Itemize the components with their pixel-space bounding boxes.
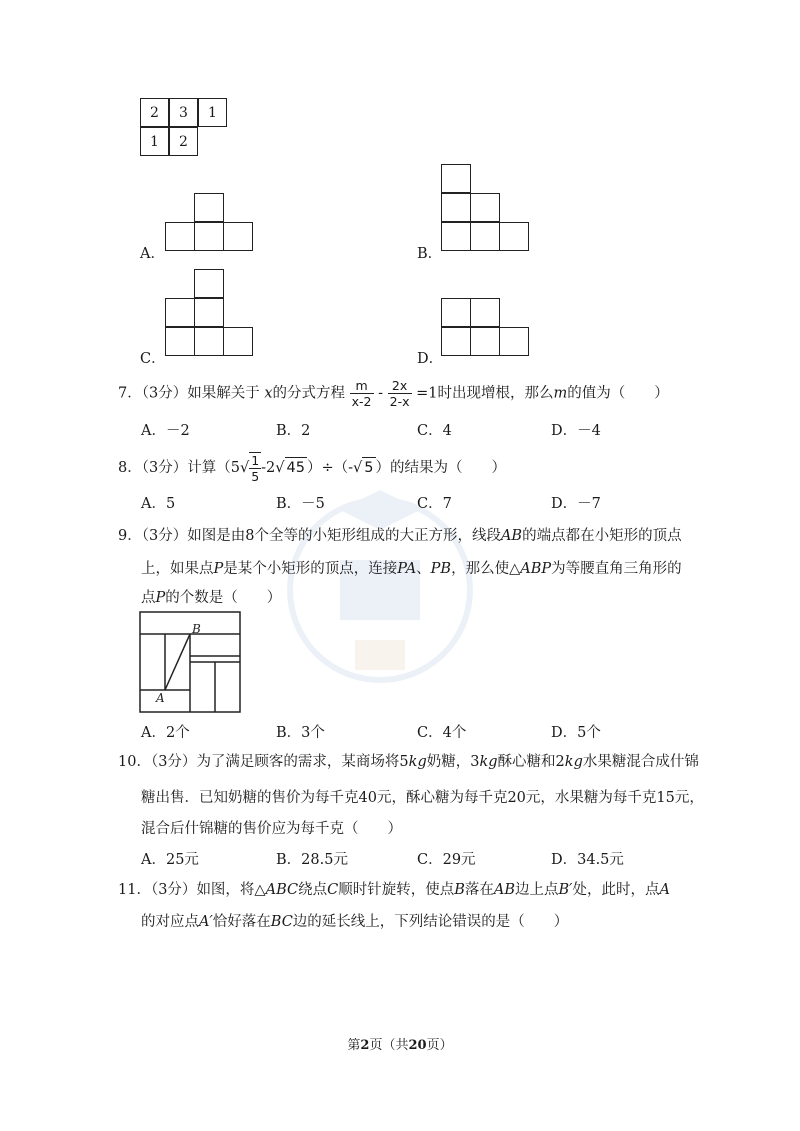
q7-option-c: C．4 [417,423,452,439]
point-a-label: A [156,691,165,705]
grid-cell: 1 [140,127,169,156]
q9-option-a: A．2个 [141,725,190,741]
grid-cell: 2 [169,127,198,156]
page-footer: 第2页（共20页） [347,1038,453,1053]
q10-option-d: D．34.5元 [551,852,624,868]
question-9-line1: 9．（3分）如图是由8个全等的小矩形组成的大正方形，线段AB的端点都在小矩形的顶点 [118,528,682,544]
fraction: $\frac{1}{5}$ [251,453,260,484]
question-10-line2: 糖出售．已知奶糖的售价为每千克40元，酥心糖为每千克20元，水果糖为每千克15元， [141,790,704,806]
q8-option-d: D．－7 [551,496,601,512]
q8-option-c: C．7 [417,496,452,512]
question-9-line3: 点P的个数是（ ） [141,590,282,606]
q10-option-c: C．29元 [417,852,476,868]
question-10-line3: 混合后什锦糖的售价应为每千克（ ） [141,821,402,837]
fraction: $\frac{2x}{2-x}$ [389,378,410,409]
fraction: $\frac{m}{x-2}$ [351,378,372,409]
q10-option-b: B．28.5元 [276,852,348,868]
q6-option-d-label: D． [417,351,444,367]
question-7: 7．（3分）如果解关于 x的分式方程 $\frac{m}{x-2}$ - $\frac{2x}{2-x}$ =1时出现增根，那么m的值为（ ） [118,378,669,409]
q9-rectangle-figure [138,610,242,714]
question-11-line2: 的对应点A′恰好落在BC边的延长线上，下列结论错误的是（ ） [141,914,569,930]
q6-option-a-label: A． [140,246,165,262]
question-8: 8．（3分）计算（5√ $\frac{1}{5}$ -2√ 45 ）÷（-√ 5 ）的结果为（ ） [118,453,507,484]
q7-option-a: A．－2 [141,423,190,439]
q9-option-d: D．5个 [551,725,601,741]
grid-cell: 3 [169,98,198,127]
q9-option-c: C．4个 [417,725,467,741]
q6-option-b-label: B． [417,246,443,262]
grid-cell: 1 [198,98,227,127]
q8-option-a: A．5 [141,496,176,512]
question-10-line1: 10．（3分）为了满足顾客的需求，某商场将5kg奶糖，3kg酥心糖和2kg水果糖混合成什锦 [118,754,699,770]
point-b-label: B [192,622,201,636]
q7-option-d: D．－4 [551,423,601,439]
q8-option-b: B．－5 [276,496,325,512]
q6-option-c-label: C． [140,351,166,367]
q9-option-b: B．3个 [276,725,325,741]
q7-option-b: B．2 [276,423,311,439]
question-9-line2: 上，如果点P是某个小矩形的顶点，连接PA、PB，那么使△ABP为等腰直角三角形的 [141,561,682,577]
grid-cell: 2 [140,98,169,127]
q10-option-a: A．25元 [141,852,199,868]
question-11-line1: 11．（3分）如图，将△ABC绕点C顺时针旋转，使点B落在AB边上点B′处，此时，点A [118,882,670,898]
